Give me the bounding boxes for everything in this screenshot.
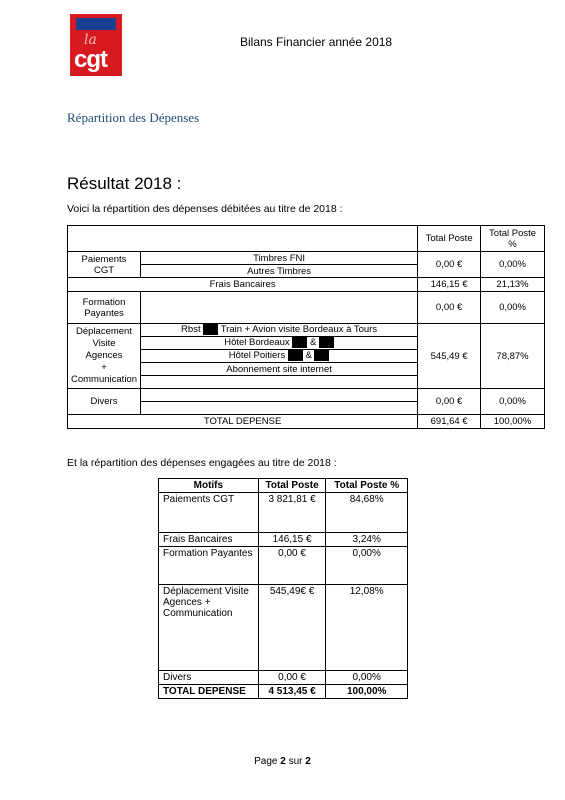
- cell-pct: 0,00%: [326, 547, 408, 585]
- cell-frais-pct: 21,13%: [481, 278, 545, 292]
- cell-total: 0,00 €: [258, 671, 326, 685]
- cell-motif: Déplacement Visite Agences + Communication: [159, 585, 259, 671]
- cell-total: 545,49€ €: [258, 585, 326, 671]
- redaction-block: [292, 337, 307, 348]
- cell-total-value: 691,64 €: [418, 415, 481, 429]
- header-title: Bilans Financier année 2018: [240, 35, 393, 49]
- deplacement-label-line: Communication: [71, 374, 137, 385]
- cell-total: 3 821,81 €: [258, 493, 326, 533]
- rbst-prefix: Rbst: [181, 324, 201, 336]
- cell-total: 0,00 €: [258, 547, 326, 585]
- cell-timbres-fni: Timbres FNI: [141, 252, 418, 265]
- cell-rbst: [141, 324, 418, 337]
- ampersand: &: [309, 337, 317, 349]
- cell-deplacement-total: 545,49 €: [418, 324, 481, 389]
- row-label-deplacement: [68, 324, 141, 389]
- cell-paiements-pct: 0,00%: [481, 252, 545, 278]
- footer-page-num: 2: [280, 756, 286, 767]
- cell-formation-pct: 0,00%: [481, 292, 545, 324]
- cell-frais-bancaires: Frais Bancaires: [68, 278, 418, 292]
- table-row: [159, 533, 408, 547]
- hotel-poitiers-text: Hôtel Poitiers: [228, 350, 286, 362]
- cell-motif: Divers: [159, 671, 259, 685]
- redaction-block: [288, 350, 303, 361]
- cell-total: 4 513,45 €: [258, 685, 326, 699]
- row-label-formation: Formation Payantes: [68, 292, 141, 324]
- footer-sur: sur: [288, 756, 303, 767]
- table-row: [68, 389, 545, 402]
- col-header-total: Total Poste: [418, 226, 481, 252]
- cell-pct: 84,68%: [326, 493, 408, 533]
- col-header-pct: Total Poste %: [326, 479, 408, 493]
- cell-total-label: TOTAL DEPENSE: [68, 415, 418, 429]
- cgt-logo: [70, 14, 122, 76]
- footer-page-total: 2: [305, 756, 311, 767]
- table-depenses-debitees: [67, 225, 545, 429]
- table-total-row: [159, 685, 408, 699]
- cell-autres-timbres: Autres Timbres: [141, 265, 418, 278]
- result-title: Résultat 2018 :: [67, 174, 182, 193]
- redaction-block: [319, 337, 334, 348]
- table-row: [159, 547, 408, 585]
- cell-formation-total: 0,00 €: [418, 292, 481, 324]
- table-depenses-engagees: [158, 478, 408, 699]
- rbst-text: Train + Avion visite Bordeaux à Tours: [220, 324, 378, 336]
- cell-pct: 0,00%: [326, 671, 408, 685]
- deplacement-label-line: +: [101, 362, 107, 373]
- logo-la-text: la: [84, 32, 97, 48]
- cell-pct: 12,08%: [326, 585, 408, 671]
- cell-motif: Frais Bancaires: [159, 533, 259, 547]
- cell-hotel-poitiers: [141, 350, 418, 363]
- logo-cgt-text: cgt: [74, 46, 107, 73]
- table-header-row: [68, 226, 545, 252]
- row-label-divers: Divers: [68, 389, 141, 415]
- ampersand: &: [305, 350, 312, 362]
- cell-divers-total: 0,00 €: [418, 389, 481, 415]
- deplacement-label-line: Agences: [85, 350, 123, 361]
- redaction-block: [203, 324, 218, 335]
- cell-pct: 3,24%: [326, 533, 408, 547]
- col-header-total: Total Poste: [258, 479, 326, 493]
- cell-frais-total: 146,15 €: [418, 278, 481, 292]
- section-title: Répartition des Dépenses: [67, 110, 200, 125]
- table-row: [68, 292, 545, 324]
- table-row: [159, 493, 408, 533]
- cell-hotel-bordeaux: [141, 337, 418, 350]
- cell-pct: 100,00%: [326, 685, 408, 699]
- cell-divers-pct: 0,00%: [481, 389, 545, 415]
- hotel-bordeaux-text: Hôtel Bordeaux: [224, 337, 290, 349]
- table-row: [159, 585, 408, 671]
- cell-abonnement: Abonnement site internet: [141, 363, 418, 376]
- table-header-row: [159, 479, 408, 493]
- deplacement-label-line: Déplacement: [76, 326, 132, 337]
- table-row: [68, 324, 545, 337]
- cell-motif: Formation Payantes: [159, 547, 259, 585]
- cell-total-pct: 100,00%: [481, 415, 545, 429]
- cell-motif: TOTAL DEPENSE: [159, 685, 259, 699]
- cell-deplacement-pct: 78,87%: [481, 324, 545, 389]
- table-row: [159, 671, 408, 685]
- intro-debitees: Voici la répartition des dépenses débitées au titre de 2018 :: [67, 203, 343, 215]
- table-total-row: [68, 415, 545, 429]
- page-footer: [0, 756, 565, 767]
- table-row: [68, 278, 545, 292]
- cell-total: 146,15 €: [258, 533, 326, 547]
- col-header-pct: Total Poste %: [481, 226, 545, 252]
- table-row: [68, 252, 545, 265]
- col-header-motifs: Motifs: [159, 479, 259, 493]
- cell-paiements-total: 0,00 €: [418, 252, 481, 278]
- intro-engagees: Et la répartition des dépenses engagées au titre de 2018 :: [67, 457, 337, 469]
- footer-page-word: Page: [254, 756, 278, 767]
- redaction-block: [314, 350, 329, 361]
- deplacement-label-line: Visite: [92, 338, 116, 349]
- logo-banner: [76, 18, 116, 30]
- cell-motif: Paiements CGT: [159, 493, 259, 533]
- row-label-paiements: Paiements CGT: [68, 252, 141, 278]
